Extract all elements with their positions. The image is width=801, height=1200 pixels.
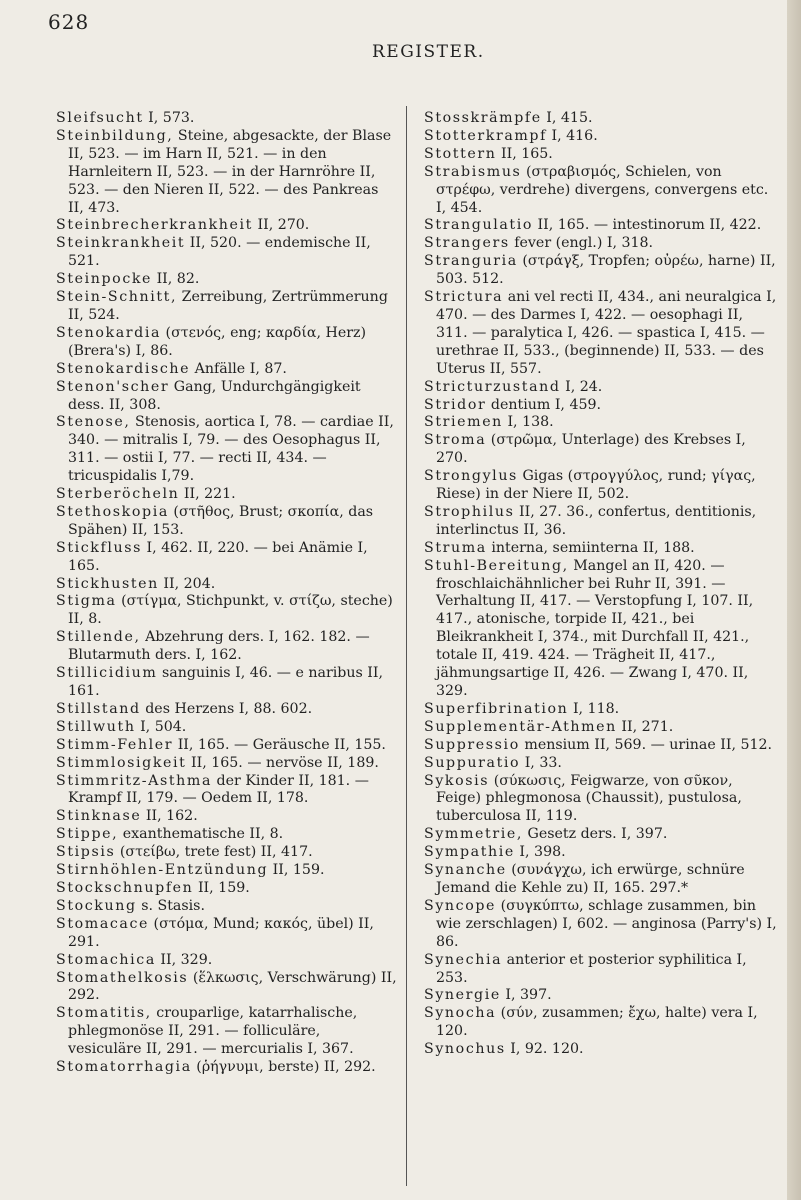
entry-text: dentium I, 459. <box>490 396 602 413</box>
index-entry <box>424 379 778 397</box>
entry-text: I, 504. <box>140 718 187 735</box>
entry-text: II, 165. <box>501 145 553 162</box>
index-entry <box>56 235 398 271</box>
index-entry <box>424 414 778 432</box>
index-entry <box>424 432 778 468</box>
entry-headword: Synergie <box>424 987 501 1004</box>
entry-headword: Strangers <box>424 235 510 252</box>
index-entry <box>56 665 398 701</box>
index-entry <box>56 970 398 1006</box>
entry-headword: Syncope <box>424 897 497 914</box>
index-entry <box>56 719 398 737</box>
index-entry <box>56 898 398 916</box>
entry-text: (σύν, zusammen; ἔχω, halte) vera I, 120. <box>436 1005 758 1040</box>
entry-text: Gigas (στρογγύλος, rund; γίγας, Riese) in der Niere II, 502. <box>436 468 756 503</box>
entry-headword: Stosskrämpfe <box>424 110 542 126</box>
entry-headword: Sympathie <box>424 844 515 861</box>
entry-text: II, 165. — intestinorum II, 422. <box>537 217 762 234</box>
entry-headword: Strongylus <box>424 468 518 485</box>
column-rule <box>406 106 407 1186</box>
index-entry <box>56 217 398 235</box>
entry-headword: Stomachica <box>56 951 156 968</box>
index-entry <box>424 755 778 773</box>
index-entry <box>424 468 778 504</box>
entry-headword: Strophilus <box>424 503 515 520</box>
entry-headword: Stenose, <box>56 414 131 431</box>
entry-headword: Strictura <box>424 289 504 306</box>
entry-headword: Stimmritz-Asthma <box>56 772 213 789</box>
entry-text: (ἕλκωσις, Verschwärung) II, 292. <box>68 969 397 1004</box>
index-entry <box>56 361 398 379</box>
entry-headword: Stomathelkosis <box>56 969 189 986</box>
entry-headword: Stockschnupfen <box>56 879 194 896</box>
entry-headword: Struma <box>424 539 487 556</box>
entry-text: ani vel recti II, 434., ani neuralgica I, 470. — des Darmes I, 422. — oesophagi II, 311. — paralytica I, 426. — spastica I, 415. — urethrae II, 533., (beginnende) II, 533. — des Uterus II, 557. <box>436 289 777 377</box>
entry-text: II, 162. <box>145 808 198 825</box>
entry-headword: Stridor <box>424 396 487 413</box>
entry-headword: Stomacace <box>56 915 150 932</box>
entry-text: mensium II, 569. — urinae II, 512. <box>524 736 773 753</box>
index-entry <box>424 253 778 289</box>
entry-headword: Supplementär-Athmen <box>424 718 617 735</box>
entry-text: Steine, abgesackte, der Blase II, 523. — im Harn II, 521. — in den Harnleitern II, 523. — in der Harnröhre II, 523. — den Nieren II, 522. — des Pankreas II, 473. <box>68 127 392 216</box>
index-entry <box>56 379 398 415</box>
entry-text: exanthematische II, 8. <box>122 826 284 843</box>
index-entry <box>56 271 398 289</box>
entry-headword: Stirnhöhlen-Entzündung <box>56 862 269 879</box>
entry-text: I, 398. <box>519 844 566 861</box>
entry-text: interna, semiinterna II, 188. <box>491 539 695 556</box>
index-entry <box>424 844 778 862</box>
entry-text: (στῆθος, Brust; σκοπία, das Spähen) II, 153. <box>68 503 374 538</box>
entry-headword: Sykosis <box>424 772 490 789</box>
entry-text: crouparlige, katarrhalische, phlegmonöse II, 291. — folliculäre, vesiculäre II, 291. — mercurialis I, 367. <box>68 1005 358 1058</box>
entry-text: (στενός, eng; καρδία, Herz) (Brera's) I, 86. <box>68 324 367 359</box>
entry-headword: Synochus <box>424 1041 506 1058</box>
entry-text: (στραβισμός, Schielen, von στρέφω, verdrehe) divergens, convergens etc. I, 454. <box>436 163 769 216</box>
right-column <box>424 110 778 1059</box>
entry-headword: Sterberöcheln <box>56 486 180 503</box>
index-entry <box>56 110 398 128</box>
entry-headword: Stigma <box>56 593 117 610</box>
index-entry <box>424 701 778 719</box>
index-entry <box>56 289 398 325</box>
index-entry <box>56 540 398 576</box>
entry-headword: Steinbrecherkrankheit <box>56 217 253 234</box>
index-entry <box>424 540 778 558</box>
entry-text: I, 138. <box>507 414 554 431</box>
entry-headword: Stenokardia <box>56 324 162 341</box>
book-edge <box>787 0 801 1200</box>
index-entry <box>56 325 398 361</box>
running-head: REGISTER. <box>372 42 485 62</box>
entry-headword: Stillwuth <box>56 718 136 735</box>
index-entry <box>56 880 398 898</box>
index-entry <box>56 1059 398 1077</box>
entry-text: Zerreibung, Zertrümmerung II, 524. <box>68 289 388 323</box>
entry-text: Gang, Undurchgängigkeit dess. II, 308. <box>68 378 361 413</box>
entry-headword: Suppuratio <box>424 754 521 771</box>
index-entry <box>56 773 398 809</box>
entry-headword: Stippe, <box>56 826 119 843</box>
index-entry <box>56 916 398 952</box>
entry-headword: Stillicidium <box>56 665 158 682</box>
index-entry <box>56 862 398 880</box>
entry-headword: Stranguria <box>424 253 518 270</box>
index-entry <box>424 862 778 898</box>
index-entry <box>424 217 778 235</box>
left-column <box>56 110 398 1077</box>
entry-text: (στρῶμα, Unterlage) des Krebses I, 270. <box>436 432 746 467</box>
index-entry <box>424 504 778 540</box>
entry-headword: Strangulatio <box>424 217 533 234</box>
entry-headword: Steinpocke <box>56 271 153 288</box>
entry-text: I, 24. <box>565 378 603 395</box>
entry-headword: Stillende, <box>56 629 141 646</box>
index-entry <box>424 289 778 379</box>
entry-text: I, 415. <box>546 110 593 126</box>
entry-headword: Striemen <box>424 414 503 431</box>
entry-headword: Stein-Schnitt, <box>56 289 178 306</box>
index-entry <box>56 826 398 844</box>
index-entry <box>424 1041 778 1059</box>
index-entry <box>424 737 778 755</box>
entry-text: des Herzens I, 88. 602. <box>145 700 313 717</box>
index-entry <box>424 952 778 988</box>
entry-text: (συνάγχω, ich erwürge, schnüre Jemand die Kehle zu) II, 165. 297.* <box>436 862 745 896</box>
entry-headword: Stenokardische <box>56 360 191 377</box>
entry-headword: Stillstand <box>56 700 141 717</box>
entry-text: sanguinis I, 46. — e naribus II, 161. <box>68 665 384 699</box>
index-entry <box>424 826 778 844</box>
entry-text: I, 118. <box>572 700 620 717</box>
index-entry <box>56 844 398 862</box>
entry-headword: Stottern <box>424 145 497 162</box>
index-entry <box>56 737 398 755</box>
entry-text: Gesetz ders. I, 397. <box>527 826 668 843</box>
entry-text: (στράγξ, Tropfen; οὐρέω, harne) II, 503. 512. <box>436 253 776 288</box>
index-entry <box>424 397 778 415</box>
entry-headword: Stotterkrampf <box>424 127 547 144</box>
entry-headword: Steinbildung, <box>56 127 174 144</box>
entry-text: (ῥήγνυμι, berste) II, 292. <box>196 1059 376 1076</box>
entry-text: II, 270. <box>257 217 310 234</box>
entry-headword: Synanche <box>424 862 507 879</box>
index-entry <box>424 146 778 164</box>
index-entry <box>56 952 398 970</box>
entry-headword: Stuhl-Bereitung, <box>424 557 569 574</box>
entry-text: II, 204. <box>163 575 216 592</box>
entry-headword: Stinknase <box>56 808 142 825</box>
entry-headword: Stipsis <box>56 844 116 861</box>
index-entry <box>424 235 778 253</box>
index-entry <box>56 504 398 540</box>
entry-headword: Stenon'scher <box>56 378 170 395</box>
index-entry <box>424 128 778 146</box>
entry-text: II, 221. <box>183 486 236 503</box>
entry-text: Anfälle I, 87. <box>194 360 287 377</box>
entry-text: II, 159. <box>272 862 325 879</box>
index-entry <box>424 719 778 737</box>
entry-text: II, 520. — endemische II, 521. <box>68 235 371 270</box>
index-entry <box>56 593 398 629</box>
index-entry <box>56 576 398 594</box>
entry-headword: Suppressio <box>424 736 520 753</box>
entry-text: II, 82. <box>156 271 200 288</box>
index-entry <box>424 164 778 218</box>
entry-text: I, 462. II, 220. — bei Anämie I, 165. <box>68 539 368 574</box>
index-entry <box>56 486 398 504</box>
entry-text: I, 33. <box>524 754 562 771</box>
entry-text: (συγκύπτω, schlage zusammen, bin wie zerschlagen) I, 602. — anginosa (Parry's) I, 86. <box>436 897 777 950</box>
entry-text: (στίγμα, Stichpunkt, v. στίζω, steche) II, 8. <box>68 593 393 628</box>
entry-text: (σύκωσις, Feigwarze, von σῦκον, Feige) phlegmonosa (Chaussit), pustulosa, tuberculosa II, 119. <box>436 772 742 825</box>
entry-text: II, 165. — nervöse II, 189. <box>191 754 379 771</box>
index-entry <box>424 773 778 827</box>
entry-text: I, 92. 120. <box>510 1041 584 1058</box>
entry-text: (στόμα, Mund; κακός, übel) II, 291. <box>68 915 374 950</box>
entry-text: II, 165. — Geräusche II, 155. <box>177 736 386 753</box>
index-entry <box>56 1005 398 1059</box>
entry-text: II, 271. <box>621 718 674 735</box>
entry-headword: Stethoskopia <box>56 503 169 520</box>
entry-headword: Stickhusten <box>56 575 159 592</box>
entry-headword: Sleifsucht <box>56 110 144 126</box>
index-entry <box>424 110 778 128</box>
entry-headword: Stockung <box>56 897 137 914</box>
entry-text: II, 159. <box>197 879 250 896</box>
entry-headword: Strabismus <box>424 163 522 180</box>
index-entry <box>56 808 398 826</box>
index-entry <box>56 629 398 665</box>
entry-text: Abzehrung ders. I, 162. 182. — Blutarmuth ders. I, 162. <box>68 629 370 664</box>
index-entry <box>56 414 398 486</box>
entry-headword: Stroma <box>424 432 487 449</box>
entry-text: der Kinder II, 181. — Krampf II, 179. — Oedem II, 178. <box>68 772 369 807</box>
index-entry <box>56 701 398 719</box>
entry-text: (στείβω, trete fest) II, 417. <box>119 844 313 861</box>
index-entry <box>424 1005 778 1041</box>
entry-headword: Stricturzustand <box>424 378 561 395</box>
entry-headword: Synocha <box>424 1005 497 1022</box>
entry-text: fever (engl.) I, 318. <box>514 235 654 252</box>
index-entry <box>56 755 398 773</box>
entry-headword: Synechia <box>424 951 503 968</box>
entry-headword: Stimm-Fehler <box>56 736 174 753</box>
entry-headword: Stimmlosigkeit <box>56 754 187 771</box>
entry-text: II, 329. <box>160 951 213 968</box>
entry-text: I, 573. <box>148 110 195 126</box>
entry-text: Stenosis, aortica I, 78. — cardiae II, 340. — mitralis I, 79. — des Oesophagus II, 311. — ostii I, 77. — recti II, 434. — tricuspidalis I,79. <box>68 414 394 485</box>
entry-headword: Stickfluss <box>56 539 142 556</box>
index-entry <box>424 558 778 701</box>
entry-headword: Stomatorrhagia <box>56 1059 192 1076</box>
entry-text: II, 27. 36., confertus, dentitionis, interlinctus II, 36. <box>436 503 757 538</box>
entry-text: I, 397. <box>505 987 552 1004</box>
index-entry <box>424 987 778 1005</box>
entry-headword: Symmetrie, <box>424 826 523 843</box>
entry-text: s. Stasis. <box>141 897 205 914</box>
entry-headword: Steinkrankheit <box>56 235 186 252</box>
entry-text: Mangel an II, 420. — froschlaichähnlicher bei Ruhr II, 391. — Verhaltung II, 417. — Verstopfung I, 107. II, 417., atonische, torpide II, 421., bei Bleikrankheit I, 374., mit Durchfall II, 421., totale II, 419. 424. — Trägheit II, 417., jähmungsartige II, 426. — Zwang I, 470. II, 329. <box>436 557 754 699</box>
entry-text: I, 416. <box>551 127 598 144</box>
entry-text: anterior et posterior syphilitica I, 253. <box>436 951 747 986</box>
entry-headword: Stomatitis, <box>56 1005 152 1022</box>
index-entry <box>56 128 398 218</box>
page-number: 628 <box>48 10 90 34</box>
index-entry <box>424 898 778 952</box>
entry-headword: Superfibrination <box>424 700 569 717</box>
